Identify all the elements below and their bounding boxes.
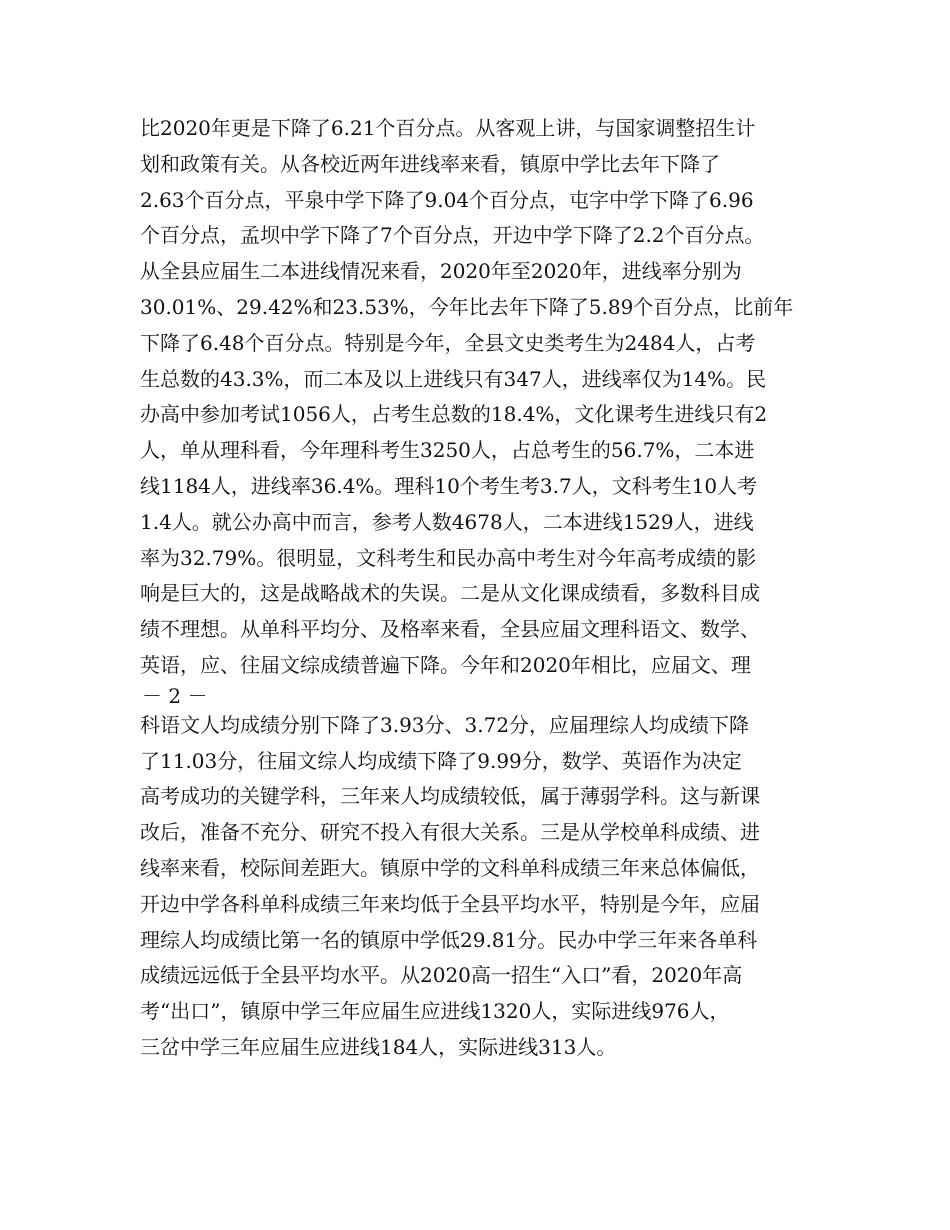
text-line: 开边中学各科单科成绩三年来均低于全县平均水平，特别是今年，应届 (140, 891, 760, 916)
text-line: 人，单从理科看，今年理科考生3250人，占总考生的56.7%，二本进 (140, 438, 755, 463)
document-page (140, 111, 820, 1066)
text-line: 从全县应届生二本进线情况来看，2020年至2020年，进线率分别为 (140, 259, 742, 284)
text-line: 线率来看，校际间差距大。镇原中学的文科单科成绩三年来总体偏低， (140, 855, 760, 880)
text-line: 2.63个百分点，平泉中学下降了9.04个百分点，屯字中学下降了6.96 (140, 187, 754, 212)
text-line: 三岔中学三年应届生应进线184人，实际进线313人。 (140, 1034, 617, 1059)
text-line: 响是巨大的，这是战略战术的失误。二是从文化课成绩看，多数科目成 (140, 581, 760, 606)
text-line: 高考成功的关键学科，三年来人均成绩较低，属于薄弱学科。这与新课 (140, 784, 760, 809)
text-line: 比2020年更是下降了6.21个百分点。从客观上讲，与国家调整招生计 (140, 116, 756, 140)
text-line: 成绩远远低于全县平均水平。从2020高一招生“入口”看，2020年高 (140, 963, 743, 988)
text-line: 个百分点，孟坝中学下降了7个百分点，开边中学下降了2.2个百分点。 (140, 223, 765, 248)
text-line: 科语文人均成绩分别下降了3.93分、3.72分，应届理综人均成绩下降 (140, 712, 750, 737)
text-line: 理综人均成绩比第一名的镇原中学低29.81分。民办中学三年来各单科 (140, 927, 758, 952)
text-line: 英语，应、往届文综成绩普遍下降。今年和2020年相比，应届文、理 (140, 652, 751, 677)
paragraph-bottom (140, 708, 820, 1066)
text-line: 绩不理想。从单科平均分、及格率来看，全县应届文理科语文、数学、 (140, 617, 760, 642)
page-number: － 2 － (142, 683, 208, 708)
text-line: 了11.03分，往届文综人均成绩下降了9.99分，数学、英语作为决定 (140, 748, 742, 773)
text-line: 划和政策有关。从各校近两年进线率来看，镇原中学比去年下降了 (140, 151, 720, 176)
text-line: 考“出口”，镇原中学三年应届生应进线1320人，实际进线976人， (140, 999, 730, 1024)
text-line: 办高中参加考试1056人，占考生总数的18.4%，文化课考生进线只有2 (140, 402, 768, 427)
text-line: 生总数的43.3%，而二本及以上进线只有347人，进线率仅为14%。民 (140, 366, 767, 391)
text-line: 30.01%、29.42%和23.53%，今年比去年下降了5.89个百分点，比前年 (140, 294, 794, 319)
text-line: 率为32.79%。很明显，文科考生和民办高中考生对今年高考成绩的影 (140, 545, 757, 570)
paragraph-top (140, 111, 820, 684)
text-line: 下降了6.48个百分点。特别是今年，全县文史类考生为2484人，占考 (140, 330, 756, 355)
text-line: 1.4人。就公办高中而言，参考人数4678人，二本进线1529人，进线 (140, 509, 754, 534)
text-line: 改后，准备不充分、研究不投入有很大关系。三是从学校单科成绩、进 (140, 820, 760, 845)
text-line: 线1184人，进线率36.4%。理科10个考生考3.7人，文科考生10人考 (140, 473, 758, 498)
